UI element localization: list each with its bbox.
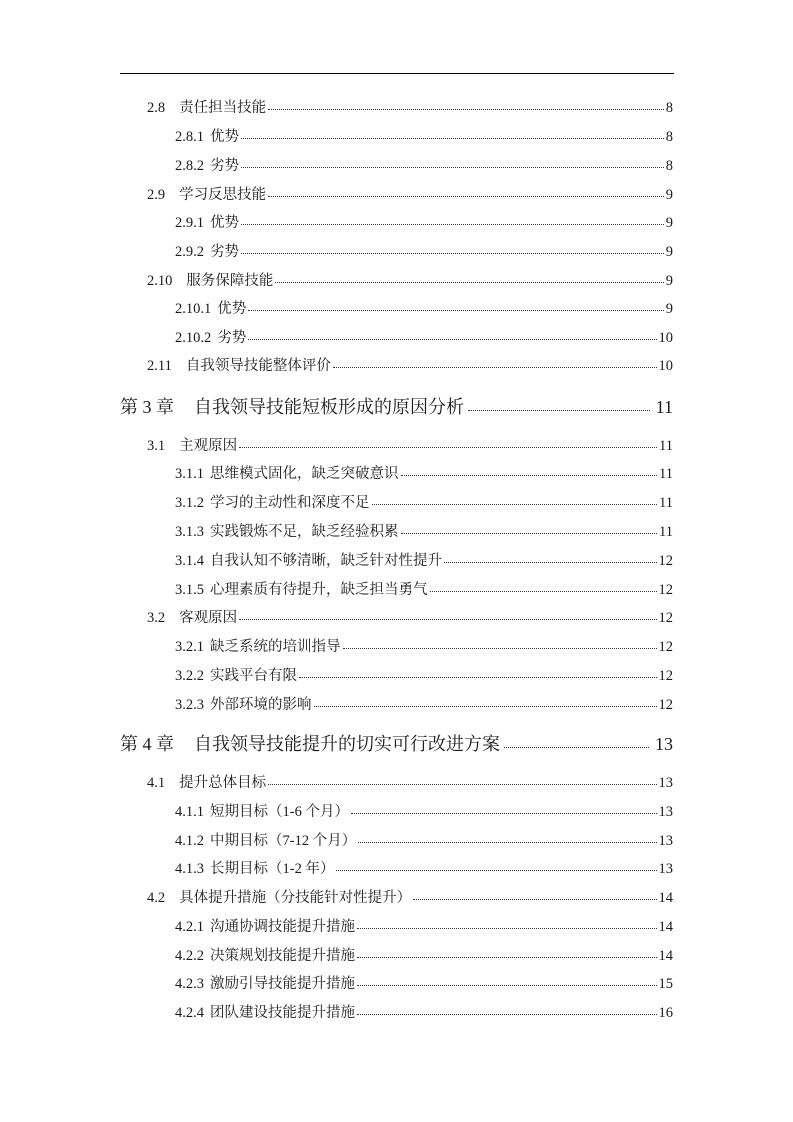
toc-entry-page-number: 11 bbox=[659, 465, 673, 482]
dot-leader bbox=[241, 126, 664, 141]
toc-chapter-entry[interactable] bbox=[120, 395, 673, 416]
toc-entry-title: 提升总体目标 bbox=[179, 774, 267, 791]
toc-entry-title: 自我认知不够清晰，缺乏针对性提升 bbox=[210, 552, 442, 569]
dot-leader bbox=[357, 916, 657, 931]
toc-entry-number: 3.1.3 bbox=[175, 523, 204, 540]
toc-entry-title: 长期目标（1-2 年） bbox=[210, 860, 335, 877]
toc-entry-page-number: 13 bbox=[658, 803, 673, 820]
toc-entry-number: 4.2 bbox=[147, 889, 166, 906]
dot-leader bbox=[268, 184, 664, 199]
toc-subsection-entry[interactable] bbox=[175, 463, 673, 481]
toc-entry-number: 2.8 bbox=[147, 99, 166, 116]
toc-subsection-entry[interactable] bbox=[175, 665, 673, 683]
dot-leader bbox=[299, 665, 657, 680]
toc-subsection-entry[interactable] bbox=[175, 521, 673, 539]
toc-entry-page-number: 14 bbox=[658, 918, 673, 935]
dot-leader bbox=[430, 579, 657, 594]
toc-entry-page-number: 12 bbox=[658, 667, 673, 684]
dot-leader bbox=[275, 270, 663, 285]
toc-entry-number: 2.10 bbox=[147, 272, 173, 289]
toc-entry-number: 4.1.3 bbox=[175, 860, 204, 877]
dot-leader bbox=[241, 212, 664, 227]
dot-leader bbox=[268, 97, 664, 112]
dot-leader bbox=[357, 945, 657, 960]
toc-entry-number: 3.1.5 bbox=[175, 581, 204, 598]
toc-entry-number: 3.2 bbox=[147, 609, 166, 626]
dot-leader bbox=[468, 395, 650, 413]
toc-subsection-entry[interactable] bbox=[175, 694, 673, 712]
toc-entry-title: 服务保障技能 bbox=[186, 272, 274, 289]
toc-entry-number: 4.2.3 bbox=[175, 975, 204, 992]
toc-section-entry[interactable] bbox=[147, 270, 673, 288]
toc-entry-title: 决策规划技能提升措施 bbox=[210, 947, 355, 964]
toc-subsection-entry[interactable] bbox=[175, 858, 673, 876]
dot-leader bbox=[357, 1002, 657, 1017]
toc-entry-page-number: 15 bbox=[658, 975, 673, 992]
toc-entry-page-number: 11 bbox=[655, 397, 673, 417]
toc-subsection-entry[interactable] bbox=[175, 801, 673, 819]
toc-entry-page-number: 14 bbox=[658, 889, 673, 906]
toc-section-entry[interactable] bbox=[147, 772, 673, 790]
toc-subsection-entry[interactable] bbox=[175, 550, 673, 568]
toc-entry-title: 缺乏系统的培训指导 bbox=[210, 638, 341, 655]
toc-entry-number: 3.2.2 bbox=[175, 667, 204, 684]
dot-leader bbox=[248, 298, 664, 313]
toc-entry-page-number: 12 bbox=[658, 552, 673, 569]
toc-entry-title: 优势 bbox=[210, 128, 239, 145]
toc-entry-number: 4.1 bbox=[147, 774, 166, 791]
toc-entry-page-number: 9 bbox=[665, 186, 673, 203]
dot-leader bbox=[401, 463, 658, 478]
dot-leader bbox=[241, 241, 664, 256]
toc-subsection-entry[interactable] bbox=[175, 155, 673, 173]
dot-leader bbox=[239, 607, 656, 622]
header-rule bbox=[120, 73, 674, 74]
toc-entry-number: 3.2.3 bbox=[175, 696, 204, 713]
toc-entry-title: 优势 bbox=[217, 300, 247, 317]
toc-entry-page-number: 9 bbox=[665, 272, 673, 289]
toc-entry-title: 实践平台有限 bbox=[210, 667, 297, 684]
toc-entry-page-number: 11 bbox=[659, 523, 673, 540]
toc-entry-page-number: 9 bbox=[665, 214, 673, 231]
toc-entry-title: 中期目标（7-12 个月） bbox=[210, 832, 357, 849]
toc-entry-title: 实践锻炼不足，缺乏经验积累 bbox=[210, 523, 399, 540]
toc-subsection-entry[interactable] bbox=[175, 212, 673, 230]
toc-subsection-entry[interactable] bbox=[175, 973, 673, 991]
toc-section-entry[interactable] bbox=[147, 184, 673, 202]
toc-entry-title: 劣势 bbox=[210, 243, 239, 260]
toc-entry-title: 自我领导技能短板形成的原因分析 bbox=[194, 397, 464, 417]
dot-leader bbox=[372, 492, 658, 507]
toc-section-entry[interactable] bbox=[147, 97, 673, 115]
toc-entry-number: 3.1.4 bbox=[175, 552, 204, 569]
dot-leader bbox=[358, 830, 656, 845]
toc-entry-number: 4.1.1 bbox=[175, 803, 204, 820]
dot-leader bbox=[336, 858, 656, 873]
toc-entry-number: 3.1 bbox=[147, 437, 166, 454]
dot-leader bbox=[357, 973, 657, 988]
dot-leader bbox=[413, 887, 656, 902]
dot-leader bbox=[248, 327, 656, 342]
toc-entry-title: 短期目标（1-6 个月） bbox=[210, 803, 349, 820]
toc-entry-number: 4.2.2 bbox=[175, 947, 204, 964]
toc-section-entry[interactable] bbox=[147, 887, 673, 905]
toc-subsection-entry[interactable] bbox=[175, 492, 673, 510]
dot-leader bbox=[504, 732, 649, 750]
toc-entry-page-number: 8 bbox=[665, 99, 673, 116]
toc-entry-number: 第 3 章 bbox=[120, 397, 174, 417]
dot-leader bbox=[241, 155, 664, 170]
toc-entry-title: 具体提升措施（分技能针对性提升） bbox=[179, 889, 412, 906]
toc-entry-page-number: 11 bbox=[659, 494, 673, 511]
toc-entry-number: 4.2.1 bbox=[175, 918, 204, 935]
toc-entry-number: 4.1.2 bbox=[175, 832, 204, 849]
toc-entry-title: 劣势 bbox=[210, 157, 239, 174]
toc-entry-title: 自我领导技能整体评价 bbox=[185, 357, 331, 374]
toc-subsection-entry[interactable] bbox=[175, 945, 673, 963]
toc-chapter-entry[interactable] bbox=[120, 732, 673, 753]
toc-entry-title: 劣势 bbox=[217, 329, 247, 346]
toc-entry-page-number: 9 bbox=[665, 243, 673, 260]
toc-subsection-entry[interactable] bbox=[175, 327, 673, 345]
dot-leader bbox=[268, 772, 656, 787]
toc-entry-number: 3.1.2 bbox=[175, 494, 204, 511]
toc-entry-number: 2.8.2 bbox=[175, 157, 204, 174]
toc-entry-page-number: 10 bbox=[658, 357, 673, 374]
dot-leader bbox=[401, 521, 658, 536]
toc-entry-page-number: 8 bbox=[665, 157, 673, 174]
toc-entry-number: 3.1.1 bbox=[175, 465, 204, 482]
toc-section-entry[interactable] bbox=[147, 435, 673, 453]
dot-leader bbox=[314, 694, 657, 709]
toc-entry-title: 思维模式固化，缺乏突破意识 bbox=[210, 465, 399, 482]
toc-entry-title: 责任担当技能 bbox=[179, 99, 267, 116]
toc-entry-page-number: 11 bbox=[659, 437, 673, 454]
toc-entry-title: 优势 bbox=[210, 214, 239, 231]
toc-entry-page-number: 12 bbox=[658, 638, 673, 655]
toc-entry-page-number: 12 bbox=[658, 696, 673, 713]
toc-section-entry[interactable] bbox=[147, 607, 673, 625]
toc-entry-title: 心理素质有待提升，缺乏担当勇气 bbox=[210, 581, 428, 598]
toc-entry-number: 2.9.2 bbox=[175, 243, 204, 260]
toc-entry-number: 2.10.2 bbox=[175, 329, 212, 346]
toc-entry-page-number: 8 bbox=[665, 128, 673, 145]
toc-subsection-entry[interactable] bbox=[175, 1002, 673, 1020]
toc-entry-page-number: 16 bbox=[658, 1004, 673, 1021]
toc-entry-title: 客观原因 bbox=[179, 609, 238, 626]
toc-entry-number: 3.2.1 bbox=[175, 638, 204, 655]
toc-entry-title: 学习反思技能 bbox=[179, 186, 267, 203]
toc-entry-number: 2.9.1 bbox=[175, 214, 204, 231]
dot-leader bbox=[351, 801, 657, 816]
dot-leader bbox=[333, 355, 657, 370]
toc-entry-number: 4.2.4 bbox=[175, 1004, 204, 1021]
toc-subsection-entry[interactable] bbox=[175, 830, 673, 848]
toc-entry-title: 沟通协调技能提升措施 bbox=[210, 918, 355, 935]
toc-entry-number: 2.8.1 bbox=[175, 128, 204, 145]
dot-leader bbox=[444, 550, 657, 565]
toc-subsection-entry[interactable] bbox=[175, 636, 673, 654]
toc-entry-title: 激励引导技能提升措施 bbox=[210, 975, 355, 992]
toc-entry-number: 2.9 bbox=[147, 186, 166, 203]
toc-entry-number: 2.11 bbox=[147, 357, 172, 374]
toc-entry-page-number: 13 bbox=[658, 860, 673, 877]
toc-subsection-entry[interactable] bbox=[175, 126, 673, 144]
dot-leader bbox=[239, 435, 657, 450]
toc-entry-page-number: 12 bbox=[658, 609, 673, 626]
toc-entry-page-number: 13 bbox=[658, 774, 673, 791]
toc-entry-title: 主观原因 bbox=[179, 437, 238, 454]
toc-entry-page-number: 13 bbox=[655, 734, 673, 754]
toc-entry-title: 学习的主动性和深度不足 bbox=[210, 494, 370, 511]
toc-entry-page-number: 9 bbox=[665, 300, 673, 317]
toc-entry-page-number: 13 bbox=[658, 832, 673, 849]
toc-entry-title: 团队建设技能提升措施 bbox=[210, 1004, 355, 1021]
dot-leader bbox=[343, 636, 657, 651]
toc-entry-title: 自我领导技能提升的切实可行改进方案 bbox=[194, 734, 500, 754]
toc-entry-number: 第 4 章 bbox=[120, 734, 174, 754]
toc-section-entry[interactable] bbox=[147, 355, 673, 373]
toc-entry-title: 外部环境的影响 bbox=[210, 696, 312, 713]
toc-subsection-entry[interactable] bbox=[175, 579, 673, 597]
toc-entry-page-number: 10 bbox=[658, 329, 673, 346]
toc-subsection-entry[interactable] bbox=[175, 241, 673, 259]
toc-subsection-entry[interactable] bbox=[175, 298, 673, 316]
toc-entry-page-number: 14 bbox=[658, 947, 673, 964]
toc-subsection-entry[interactable] bbox=[175, 916, 673, 934]
toc-entry-number: 2.10.1 bbox=[175, 300, 212, 317]
toc-entry-page-number: 12 bbox=[658, 581, 673, 598]
